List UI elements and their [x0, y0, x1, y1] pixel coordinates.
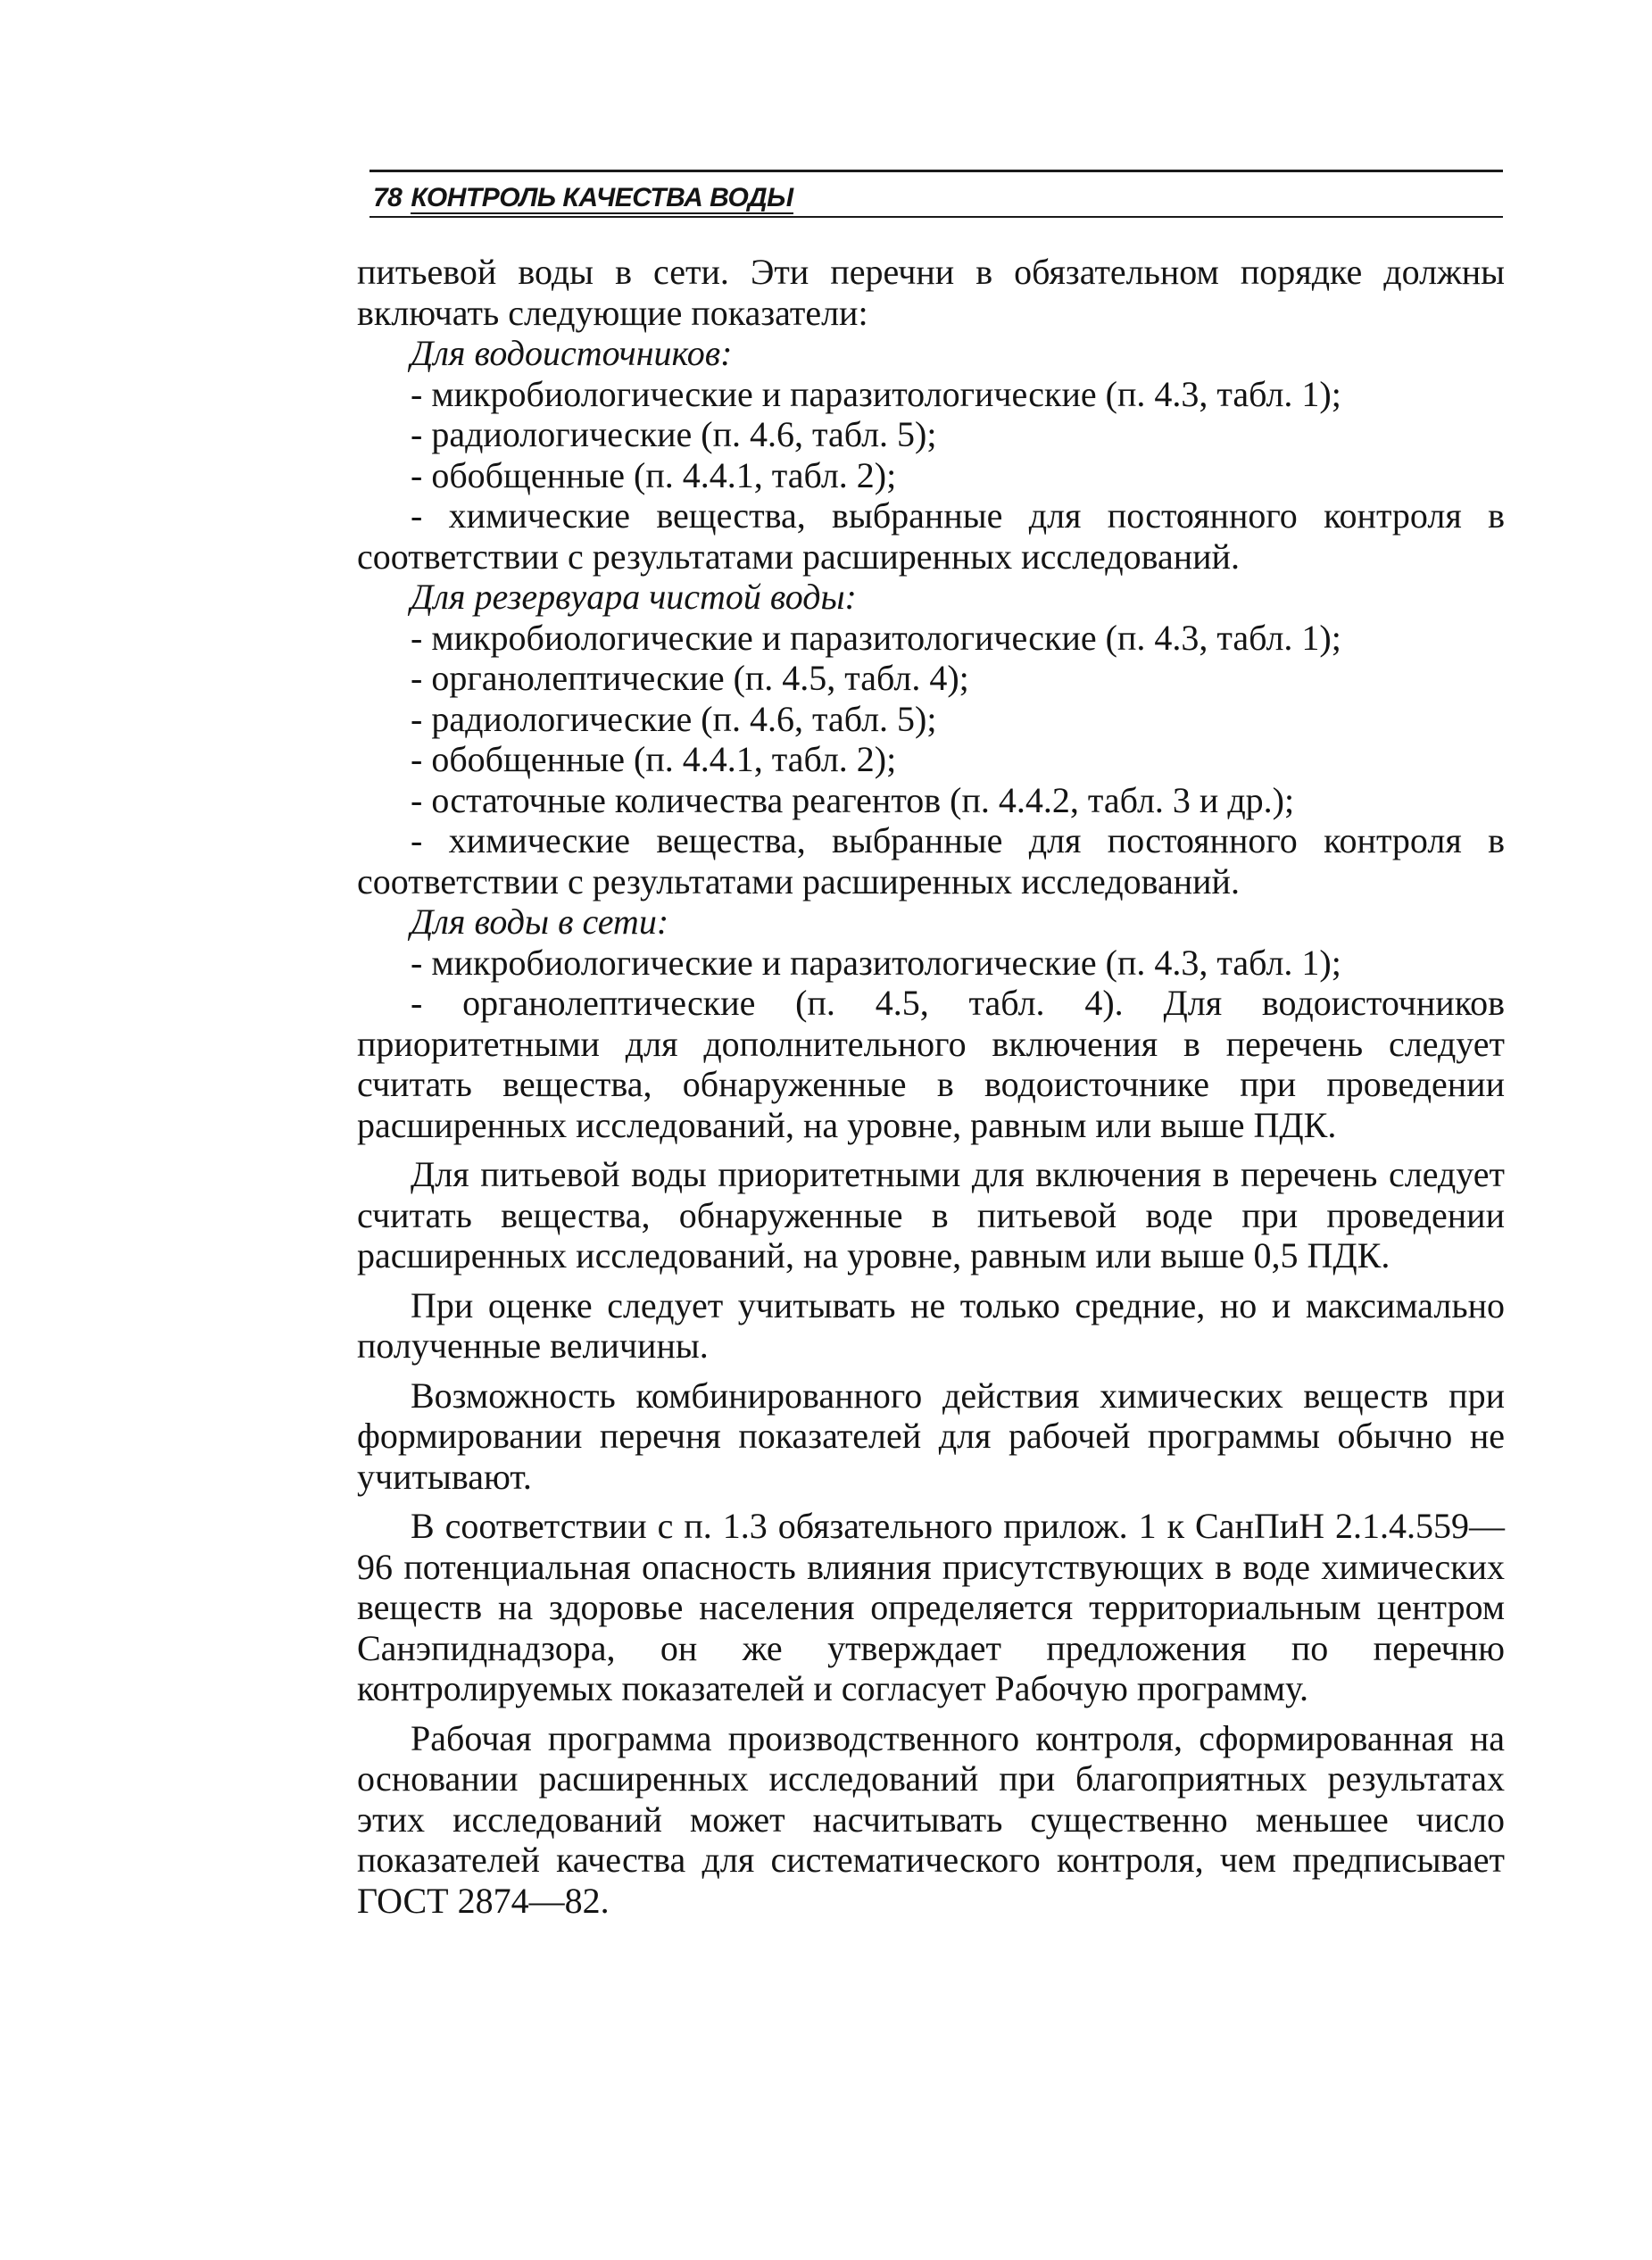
list-item: - органолептические (п. 4.5, табл. 4);: [411, 658, 969, 698]
list-item: - микробиологические и паразитологические (п. 4.3, табл. 1);: [411, 373, 1341, 414]
list-item: - радиологические (п. 4.6, табл. 5);: [411, 698, 937, 739]
body-paragraph: Рабочая программа производственного контроля, сформированная на основании расширенных исследований при благоприятных результатах этих исследований может насчитывать существенно меньшее число показателей качества для систематического контроля, чем предписывает ГОСТ 2874—82.: [357, 1717, 1505, 1921]
body-paragraph: В соответствии с п. 1.3 обязательного прилож. 1 к СанПиН 2.1.4.559—96 потенциальная опасность влияния присутствующих в воде химических веществ на здоровье населения определяется территориальным центром Санэпиднадзора, он же утверждает предложения по перечню контролируемых показателей и согласует Рабочую программу.: [357, 1506, 1505, 1708]
list-item: - радиологические (п. 4.6, табл. 5);: [411, 414, 937, 454]
running-title: КОНТРОЛЬ КАЧЕСТВА ВОДЫ: [411, 183, 793, 212]
section-heading-water-sources: Для водоисточников:: [411, 333, 733, 373]
body-paragraph: Возможность комбинированного действия химических веществ при формировании перечня показателей для рабочей программы обычно не учитывают.: [357, 1375, 1505, 1497]
list-item: - обобщенные (п. 4.4.1, табл. 2);: [411, 739, 897, 779]
section-heading-network-water: Для воды в сети:: [411, 902, 669, 942]
list-item: - химические вещества, выбранные для постоянного контроля в соответствии с результатами расширенных исследований.: [357, 495, 1505, 577]
list-item: - микробиологические и паразитологические (п. 4.3, табл. 1);: [411, 942, 1341, 983]
body-paragraph: При оценке следует учитывать не только средние, но и максимально полученные величины.: [357, 1284, 1505, 1366]
page-number: 78: [373, 183, 403, 212]
running-header: [369, 170, 1503, 218]
section-heading-reservoir: Для резервуара чистой воды:: [411, 577, 857, 617]
list-item: - химические вещества, выбранные для постоянного контроля в соответствии с результатами расширенных исследований.: [357, 820, 1505, 902]
list-item: - микробиологические и паразитологические (п. 4.3, табл. 1);: [411, 617, 1341, 658]
list-item: - остаточные количества реагентов (п. 4.4.2, табл. 3 и др.);: [411, 779, 1295, 820]
list-item: - органолептические (п. 4.5, табл. 4). Для водоисточников приоритетными для дополнительного включения в перечень следует считать вещества, обнаруженные в водоисточнике при проведении расширенных исследований, на уровне, равным или выше ПДК.: [357, 983, 1505, 1145]
list-item: - обобщенные (п. 4.4.1, табл. 2);: [411, 454, 897, 495]
body-paragraph: Для питьевой воды приоритетными для включения в перечень следует считать вещества, обнаруженные в питьевой воде при проведении расширенных исследований, на уровне, равным или выше 0,5 ПДК.: [357, 1154, 1505, 1275]
page-body: [357, 252, 1505, 1921]
header-text: [373, 183, 793, 213]
intro-paragraph: питьевой воды в сети. Эти перечни в обязательном порядке должны включать следующие показатели:: [357, 252, 1505, 333]
